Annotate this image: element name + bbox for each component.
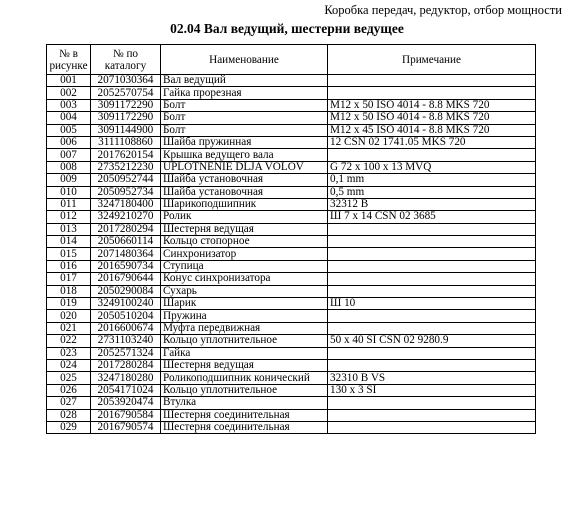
table-row [47, 174, 536, 186]
part-name-cell: Болт [161, 99, 328, 111]
figure-number-cell: 002 [47, 87, 91, 99]
note-cell [328, 397, 536, 409]
figure-number-cell: 019 [47, 298, 91, 310]
note-cell: 32310 B VS [328, 372, 536, 384]
note-cell: 0,1 mm [328, 174, 536, 186]
figure-number-cell: 017 [47, 273, 91, 285]
part-name-cell: Муфта передвижная [161, 322, 328, 334]
table-row [47, 236, 536, 248]
table-row [47, 359, 536, 371]
table-row [47, 149, 536, 161]
part-name-cell: Шестерня соединительная [161, 409, 328, 421]
note-cell: 50 x 40 SI CSN 02 9280.9 [328, 335, 536, 347]
catalog-number-cell: 2053920474 [91, 397, 161, 409]
part-name-cell: Пружина [161, 310, 328, 322]
part-name-cell: UPLOTNENIE DLJA VOLOV [161, 161, 328, 173]
part-name-cell: Болт [161, 124, 328, 136]
part-name-cell: Шестерня ведущая [161, 359, 328, 371]
note-cell [328, 421, 536, 433]
table-row [47, 87, 536, 99]
table-row [47, 273, 536, 285]
table-row [47, 260, 536, 272]
table-row [47, 248, 536, 260]
section-header: Коробка передач, редуктор, отбор мощности [324, 3, 562, 17]
part-name-cell: Гайка прорезная [161, 87, 328, 99]
catalog-number-cell: 2052571324 [91, 347, 161, 359]
table-row [47, 322, 536, 334]
page-title: 02.04 Вал ведущий, шестерни ведущее [170, 21, 404, 36]
catalog-number-cell: 2050660114 [91, 236, 161, 248]
table-row [47, 161, 536, 173]
table-row [47, 298, 536, 310]
note-cell [328, 223, 536, 235]
table-row [47, 421, 536, 433]
table-body [47, 75, 536, 434]
table-row [47, 310, 536, 322]
catalog-number-cell: 2054171024 [91, 384, 161, 396]
note-cell [328, 260, 536, 272]
note-cell [328, 322, 536, 334]
catalog-number-cell: 3091172290 [91, 99, 161, 111]
table-row [47, 372, 536, 384]
figure-number-cell: 001 [47, 75, 91, 87]
figure-number-cell: 011 [47, 198, 91, 210]
figure-number-cell: 027 [47, 397, 91, 409]
figure-number-cell: 023 [47, 347, 91, 359]
figure-number-cell: 007 [47, 149, 91, 161]
catalog-number-cell: 2016590734 [91, 260, 161, 272]
figure-number-cell: 021 [47, 322, 91, 334]
figure-number-cell: 012 [47, 211, 91, 223]
part-name-cell: Болт [161, 112, 328, 124]
figure-number-cell: 016 [47, 260, 91, 272]
table-header-row [47, 45, 536, 75]
note-cell [328, 75, 536, 87]
note-cell: M12 x 50 ISO 4014 - 8.8 MKS 720 [328, 99, 536, 111]
part-name-cell: Шарик [161, 298, 328, 310]
table-row [47, 186, 536, 198]
note-cell: 32312 B [328, 198, 536, 210]
figure-number-cell: 003 [47, 99, 91, 111]
table-row [47, 347, 536, 359]
table-row [47, 136, 536, 148]
catalog-number-cell: 2052570754 [91, 87, 161, 99]
column-header-label: № в рисунке [49, 47, 88, 72]
catalog-number-cell: 2016790644 [91, 273, 161, 285]
note-cell: 0,5 mm [328, 186, 536, 198]
part-name-cell: Кольцо уплотнительное [161, 335, 328, 347]
table-row [47, 285, 536, 297]
table-row [47, 112, 536, 124]
catalog-number-cell: 2016790574 [91, 421, 161, 433]
note-cell [328, 248, 536, 260]
catalog-number-cell: 2050290084 [91, 285, 161, 297]
table-row [47, 211, 536, 223]
figure-number-cell: 008 [47, 161, 91, 173]
figure-number-cell: 024 [47, 359, 91, 371]
table-row [47, 75, 536, 87]
catalog-number-cell: 2071480364 [91, 248, 161, 260]
part-name-cell: Шарикоподшипник [161, 198, 328, 210]
catalog-number-cell: 3111108860 [91, 136, 161, 148]
figure-number-cell: 005 [47, 124, 91, 136]
note-cell [328, 87, 536, 99]
note-cell [328, 409, 536, 421]
catalog-number-cell: 2017620154 [91, 149, 161, 161]
part-name-cell: Кольцо уплотнительное [161, 384, 328, 396]
table-row [47, 99, 536, 111]
table-row [47, 409, 536, 421]
note-cell: 130 x 3 SI [328, 384, 536, 396]
figure-number-cell: 020 [47, 310, 91, 322]
part-name-cell: Конус синхронизатора [161, 273, 328, 285]
part-name-cell: Сухарь [161, 285, 328, 297]
catalog-number-cell: 2731103240 [91, 335, 161, 347]
catalog-number-cell: 3247180280 [91, 372, 161, 384]
table-row [47, 397, 536, 409]
figure-number-cell: 004 [47, 112, 91, 124]
catalog-number-cell: 3249100240 [91, 298, 161, 310]
part-name-cell: Ролик [161, 211, 328, 223]
catalog-number-cell: 2016790584 [91, 409, 161, 421]
column-header-name [161, 45, 328, 75]
catalog-number-cell: 2050510204 [91, 310, 161, 322]
note-cell: G 72 x 100 x 13 MVQ [328, 161, 536, 173]
table-row [47, 384, 536, 396]
column-header-note [328, 45, 536, 75]
catalog-number-cell: 3091172290 [91, 112, 161, 124]
catalog-number-cell: 2017280284 [91, 359, 161, 371]
figure-number-cell: 022 [47, 335, 91, 347]
note-cell [328, 359, 536, 371]
catalog-number-cell: 2735212230 [91, 161, 161, 173]
column-header-label: № по каталогу [104, 47, 147, 72]
note-cell [328, 149, 536, 161]
figure-number-cell: 028 [47, 409, 91, 421]
figure-number-cell: 015 [47, 248, 91, 260]
column-header-figure-number [47, 45, 91, 75]
note-cell [328, 347, 536, 359]
figure-number-cell: 014 [47, 236, 91, 248]
figure-number-cell: 029 [47, 421, 91, 433]
parts-table [46, 44, 536, 434]
part-name-cell: Шестерня соединительная [161, 421, 328, 433]
catalog-number-cell: 2071030364 [91, 75, 161, 87]
part-name-cell: Втулка [161, 397, 328, 409]
figure-number-cell: 010 [47, 186, 91, 198]
part-name-cell: Вал ведущий [161, 75, 328, 87]
column-header-label: Примечание [402, 53, 461, 66]
catalog-number-cell: 3247180400 [91, 198, 161, 210]
part-name-cell: Синхронизатор [161, 248, 328, 260]
figure-number-cell: 006 [47, 136, 91, 148]
table-row [47, 223, 536, 235]
catalog-number-cell: 3249210270 [91, 211, 161, 223]
note-cell: 12 CSN 02 1741.05 MKS 720 [328, 136, 536, 148]
catalog-number-cell: 2017280294 [91, 223, 161, 235]
note-cell: Ш 7 x 14 CSN 02 3685 [328, 211, 536, 223]
figure-number-cell: 018 [47, 285, 91, 297]
note-cell [328, 285, 536, 297]
figure-number-cell: 025 [47, 372, 91, 384]
figure-number-cell: 026 [47, 384, 91, 396]
part-name-cell: Гайка [161, 347, 328, 359]
note-cell: M12 x 45 ISO 4014 - 8.8 MKS 720 [328, 124, 536, 136]
note-cell [328, 236, 536, 248]
part-name-cell: Роликоподшипник конический [161, 372, 328, 384]
note-cell [328, 273, 536, 285]
column-header-catalog-number [91, 45, 161, 75]
part-name-cell: Шайба установочная [161, 174, 328, 186]
part-name-cell: Шайба установочная [161, 186, 328, 198]
figure-number-cell: 013 [47, 223, 91, 235]
figure-number-cell: 009 [47, 174, 91, 186]
note-cell [328, 310, 536, 322]
part-name-cell: Кольцо стопорное [161, 236, 328, 248]
part-name-cell: Шестерня ведущая [161, 223, 328, 235]
table-row [47, 335, 536, 347]
catalog-number-cell: 2050952744 [91, 174, 161, 186]
column-header-label: Наименование [209, 53, 279, 66]
part-name-cell: Крышка ведущего вала [161, 149, 328, 161]
table-row [47, 198, 536, 210]
catalog-number-cell: 2050952734 [91, 186, 161, 198]
catalog-number-cell: 3091144900 [91, 124, 161, 136]
table-row [47, 124, 536, 136]
part-name-cell: Ступица [161, 260, 328, 272]
note-cell: M12 x 50 ISO 4014 - 8.8 MKS 720 [328, 112, 536, 124]
note-cell: Ш 10 [328, 298, 536, 310]
part-name-cell: Шайба пружинная [161, 136, 328, 148]
catalog-number-cell: 2016600674 [91, 322, 161, 334]
